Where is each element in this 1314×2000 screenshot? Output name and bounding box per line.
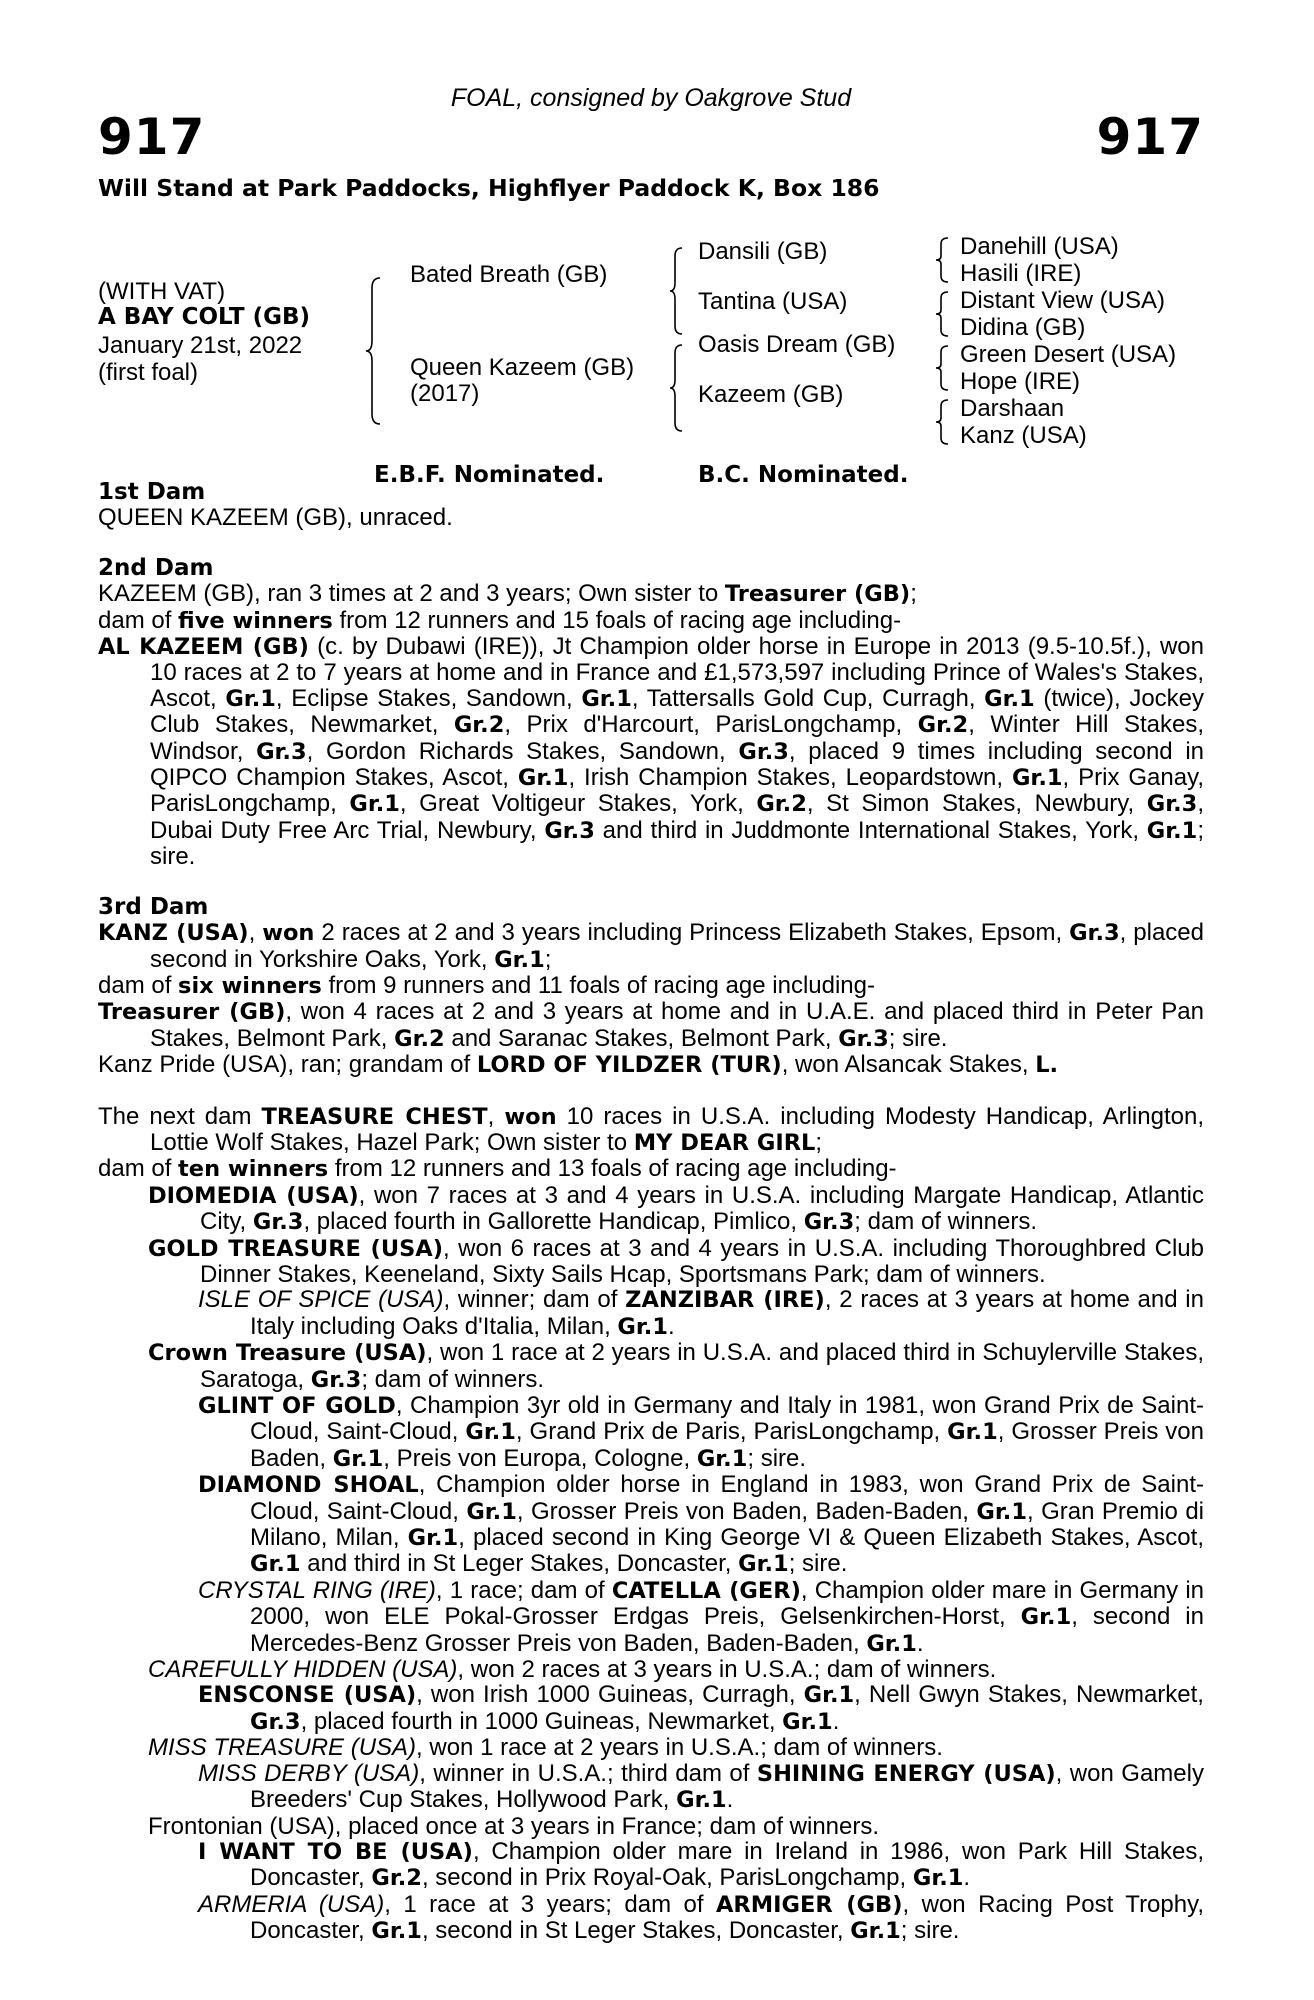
bold-text: five winners <box>178 607 333 634</box>
bold-text: Gr.1 <box>371 1918 422 1945</box>
entry-text: and Saranac Stakes, Belmont Park, <box>444 1024 839 1052</box>
bc-nomination: B.C. Nominated. <box>698 462 909 488</box>
entry-text: , <box>248 919 263 947</box>
entry-text: ; sire. <box>888 1024 948 1052</box>
entry-text: ; <box>815 1128 823 1156</box>
bold-text: Gr.1 <box>225 685 276 712</box>
entry-text: , Prix d'Harcourt, ParisLongchamp, <box>504 711 918 739</box>
bold-text: MY DEAR GIRL <box>633 1129 816 1156</box>
bold-text: Gr.1 <box>850 1918 901 1945</box>
gen3-brace-1 <box>934 236 954 284</box>
entry-text: , placed fourth in Gallorette Handicap, Pimlico, <box>303 1208 804 1236</box>
bold-text: ZANZIBAR (IRE) <box>625 1287 825 1314</box>
entry-text: dam of <box>98 971 179 999</box>
pedigree-entry <box>98 505 1204 530</box>
pedigree-entry <box>98 1052 1204 1078</box>
bold-text: Gr.1 <box>696 1445 748 1472</box>
entry-text: from 12 runners and 13 foals of racing age including- <box>328 1155 897 1183</box>
pedigree-table <box>98 198 1204 488</box>
entry-text: , 1 race; dam of <box>435 1576 612 1604</box>
bold-text: Gr.1 <box>738 1551 789 1578</box>
pedigree-entry <box>98 1892 1204 1945</box>
entry-text: , winner; dam of <box>443 1286 626 1314</box>
bold-text: Gr.2 <box>453 712 505 739</box>
bold-text: Gr.3 <box>1146 791 1198 818</box>
bold-text: Gr.1 <box>947 1419 998 1446</box>
pedigree-entry <box>98 973 1204 999</box>
bold-text: Gr.1 <box>250 1551 301 1578</box>
bold-text: KANZ (USA) <box>98 920 249 947</box>
italic-text: ISLE OF SPICE (USA) <box>198 1286 444 1314</box>
entry-text: from 9 runners and 11 foals of racing age including- <box>321 971 875 999</box>
sire-brace <box>668 246 688 336</box>
entry-text: , placed 9 times including second in QIPCO Champion Stakes, Ascot, <box>150 737 1205 792</box>
bold-text: ARMIGER (GB) <box>716 1891 903 1918</box>
bold-text: AL KAZEEM (GB) <box>98 634 309 661</box>
bold-text: GLINT OF GOLD <box>198 1393 396 1419</box>
pedigree-entry <box>98 1839 1204 1892</box>
bold-text: Gr.1 <box>407 1525 459 1552</box>
sire-name: Bated Breath (GB) <box>410 261 608 288</box>
bold-text: DIAMOND SHOAL <box>198 1472 419 1499</box>
bold-text: Gr.3 <box>310 1366 362 1393</box>
ancestor-kanz: Kanz (USA) <box>960 422 1087 449</box>
entry-text: , Dubai Duty Free Arc Trial, Newbury, <box>150 790 1204 844</box>
section-spacer <box>98 870 1204 895</box>
bold-text: DIOMEDIA (USA) <box>148 1182 359 1209</box>
entry-text: 2 races at 2 and 3 years including Princess Elizabeth Stakes, Epsom, <box>314 919 1070 947</box>
bold-text: won <box>262 920 315 947</box>
stable-location: Will Stand at Park Paddocks, Highflyer Paddock K, Box 186 <box>98 174 880 202</box>
gen3-brace-2 <box>934 290 954 338</box>
bold-text: Gr.1 <box>517 765 569 792</box>
entry-text: from 12 runners and 15 foals of racing age including- <box>332 606 902 634</box>
ancestor-green-desert: Green Desert (USA) <box>960 341 1177 368</box>
ancestor-distant-view: Distant View (USA) <box>960 287 1165 314</box>
gen3-brace-4 <box>934 398 954 446</box>
entry-text: , second in Prix Royal-Oak, ParisLongchamp, <box>421 1864 913 1892</box>
entry-text: , Gordon Richards Stakes, Sandown, <box>306 737 739 765</box>
pedigree-entry <box>98 1761 1204 1814</box>
entry-text: , won Irish 1000 Guineas, Curragh, <box>416 1681 804 1709</box>
pedigree-entry <box>98 1156 1204 1182</box>
gen3-brace-3 <box>934 344 954 392</box>
pedigree-entry <box>98 1393 1204 1472</box>
entry-text: , 1 race at 3 years; dam of <box>384 1890 717 1918</box>
entry-text: (c. by Dubawi (IRE)), Jt Champion older horse in Europe in 2013 (9.5-10.5f.), won 10 races at 2 to 7 years at home and in France and £1,573,597 including Prince of Wales's Stakes, Ascot, <box>150 633 1204 712</box>
bold-text: Gr.1 <box>912 1865 964 1892</box>
bold-text: Gr.1 <box>782 1708 833 1735</box>
bold-text: LORD OF YILDZER (TUR) <box>476 1052 782 1079</box>
entry-text: . <box>726 1786 734 1814</box>
entry-text: , Grosser Preis von Baden, <box>250 1418 1204 1472</box>
entry-text: ; sire. <box>747 1444 807 1472</box>
entry-text: , 2 races at 3 years at home and in Italy including Oaks d'Italia, Milan, <box>250 1286 1204 1340</box>
lot-number-right: 917 <box>1096 108 1204 166</box>
entry-text: . <box>832 1707 840 1735</box>
bold-text: Crown Treasure (USA) <box>148 1340 427 1367</box>
entry-text: ; sire. <box>788 1550 848 1578</box>
bold-text: Gr.1 <box>1011 765 1063 792</box>
entry-text: Frontonian (USA), placed once at 3 years in France; dam of winners. <box>148 1812 880 1840</box>
entry-text: , Irish Champion Stakes, Leopardstown, <box>568 764 1012 792</box>
bold-text: CATELLA (GER) <box>611 1577 801 1604</box>
pedigree-entry <box>98 999 1204 1052</box>
entry-text: , Gran Premio di Milano, Milan, <box>250 1497 1205 1552</box>
bold-text: Gr.3 <box>1069 920 1120 947</box>
entry-text: , Preis von Europa, Cologne, <box>383 1444 697 1472</box>
entry-text: , second in St Leger Stakes, Doncaster, <box>421 1917 851 1945</box>
pedigree-entry <box>98 1578 1204 1657</box>
entry-text: KAZEEM (GB), ran 3 times at 2 and 3 years; Own sister to <box>98 580 725 608</box>
bold-text: won <box>504 1103 557 1130</box>
entry-text: , Grand Prix de Paris, ParisLongchamp, <box>515 1418 948 1446</box>
pedigree-entry <box>98 1340 1204 1393</box>
italic-text: MISS TREASURE (USA) <box>148 1734 417 1762</box>
bold-text: Gr.1 <box>984 685 1035 712</box>
entry-text: , Champion older mare in Germany in 2000, won ELE Pokal-Grosser Erdgas Preis, Gelsenkirchen-Horst, <box>250 1576 1204 1631</box>
dam-heading: 3rd Dam <box>98 893 209 920</box>
entry-text: ; <box>544 945 552 973</box>
entry-text: 10 races in U.S.A. including Modesty Handicap, Arlington, Lottie Wolf Stakes, Hazel Park; Own sister to <box>150 1102 1204 1156</box>
bold-text: Gr.1 <box>581 685 632 712</box>
bold-text: L. <box>1035 1052 1059 1079</box>
bold-text: Gr.2 <box>756 791 807 818</box>
section-spacer <box>98 531 1204 556</box>
entry-text: , won 2 races at 3 years in U.S.A.; dam of winners. <box>457 1656 997 1684</box>
entry-text: dam of <box>98 1155 179 1183</box>
bold-text: Treasurer (GB) <box>98 999 286 1026</box>
entry-text: . <box>916 1629 924 1657</box>
entry-text: , Champion older horse in England in 1983, won Grand Prix de Saint-Cloud, Saint-Cloud, <box>250 1471 1204 1525</box>
bold-text: Gr.1 <box>866 1630 917 1657</box>
entry-text: , won Racing Post Trophy, Doncaster, <box>250 1890 1204 1945</box>
entry-text: ; sire. <box>150 816 1204 871</box>
entry-text: , second in Mercedes-Benz Grosser Preis von Baden, Baden-Baden, <box>250 1603 1204 1657</box>
dam-sire: Oasis Dream (GB) <box>698 331 896 358</box>
ancestor-didina: Didina (GB) <box>960 314 1086 341</box>
pedigree-entry <box>98 1183 1204 1236</box>
bold-text: SHINING ENERGY (USA) <box>756 1760 1056 1787</box>
vat-note: (WITH VAT) <box>98 278 226 305</box>
entry-text: , St Simon Stakes, Newbury, <box>806 790 1147 818</box>
entry-text: , won 7 races at 3 and 4 years in U.S.A. including Margate Handicap, Atlantic City, <box>200 1181 1204 1236</box>
italic-text: MISS DERBY (USA) <box>198 1759 420 1787</box>
entry-text: , <box>487 1102 505 1130</box>
bold-text: ten winners <box>178 1156 329 1183</box>
bold-text: Treasurer (GB) <box>724 581 911 608</box>
dam-heading: 2nd Dam <box>98 554 214 581</box>
pedigree-entry <box>98 1104 1204 1157</box>
entry-text: , Great Voltigeur Stakes, York, <box>399 790 757 818</box>
entry-text: , won Gamely Breeders' Cup Stakes, Hollywood Park, <box>250 1759 1204 1814</box>
entry-text: , Nell Gwyn Stakes, Newmarket, <box>854 1681 1204 1709</box>
bold-text: Gr.1 <box>617 1313 668 1340</box>
bold-text: ENSCONSE (USA) <box>198 1682 417 1709</box>
entry-text: (twice), Jockey Club Stakes, Newmarket, <box>150 684 1205 739</box>
entry-text: , Eclipse Stakes, Sandown, <box>275 684 582 712</box>
entry-text: ; dam of winners. <box>854 1208 1038 1236</box>
ancestor-darshaan: Darshaan <box>960 395 1065 422</box>
dam-name: Queen Kazeem (GB) <box>410 354 635 381</box>
bold-text: TREASURE CHEST <box>261 1103 488 1130</box>
bold-text: Gr.3 <box>738 738 789 765</box>
pedigree-entry <box>98 1287 1204 1340</box>
bold-text: Gr.1 <box>976 1498 1027 1525</box>
bold-text: GOLD TREASURE (USA) <box>148 1235 443 1262</box>
bold-text: Gr.3 <box>252 1209 304 1236</box>
sire-dam: Tantina (USA) <box>698 288 848 315</box>
entry-text: , Tattersalls Gold Cup, Curragh, <box>631 684 985 712</box>
bold-text: Gr.1 <box>676 1787 727 1814</box>
entry-text: , won 1 race at 2 years in U.S.A.; dam of winners. <box>416 1734 943 1762</box>
pedigree-entry <box>98 1236 1204 1288</box>
dam-foaled: (2017) <box>410 380 480 407</box>
entry-text: , Prix Ganay, ParisLongchamp, <box>150 764 1204 818</box>
bold-text: Gr.3 <box>256 738 307 765</box>
dam-dam: Kazeem (GB) <box>698 381 844 408</box>
entry-text: , Grosser Preis von Baden, Baden-Baden, <box>516 1497 977 1525</box>
bold-text: Gr.1 <box>494 946 545 973</box>
bold-text: six winners <box>178 972 322 999</box>
entry-text: , Winter Hill Stakes, Windsor, <box>150 711 1204 765</box>
entry-text: , won 4 races at 2 and 3 years at home and in U.A.E. and placed third in Peter Pan Stakes, Belmont Park, <box>150 998 1205 1052</box>
ancestor-hope: Hope (IRE) <box>960 368 1081 395</box>
foaling-date: January 21st, 2022 <box>98 332 303 359</box>
italic-text: CRYSTAL RING (IRE) <box>198 1576 436 1604</box>
pedigree-entry <box>98 1472 1204 1578</box>
entry-text: and third in Juddmonte International Stakes, York, <box>594 816 1147 844</box>
pedigree-entry <box>98 920 1204 973</box>
entry-text: ; dam of winners. <box>361 1365 545 1393</box>
bold-text: Gr.3 <box>250 1708 301 1735</box>
entry-text: ; <box>910 580 917 608</box>
pedigree-entry <box>98 608 1204 634</box>
entry-text: , won 1 race at 2 years in U.S.A. and placed third in Schuylerville Stakes, Saratoga, <box>200 1339 1204 1393</box>
lot-number-left: 917 <box>98 108 206 166</box>
entry-text: Kanz Pride (USA), ran; grandam of <box>98 1051 477 1079</box>
entry-text: The next dam <box>98 1102 262 1130</box>
bold-text: Gr.1 <box>466 1498 517 1525</box>
ebf-nomination: E.B.F. Nominated. <box>374 462 605 488</box>
entry-text: . <box>963 1864 971 1892</box>
produce-record <box>98 480 1204 1945</box>
bold-text: Gr.3 <box>544 817 595 844</box>
subject-brace <box>364 276 386 426</box>
bold-text: Gr.1 <box>332 1445 384 1472</box>
pedigree-entry <box>98 1814 1204 1839</box>
foal-note: (first foal) <box>98 359 199 386</box>
bold-text: Gr.1 <box>1146 817 1198 844</box>
ancestor-hasili: Hasili (IRE) <box>960 260 1082 287</box>
entry-text: , placed second in King George VI & Queen Elizabeth Stakes, Ascot, <box>458 1524 1204 1552</box>
dam-brace <box>668 343 688 433</box>
bold-text: Gr.2 <box>371 1865 422 1892</box>
entry-text: , Champion older mare in Ireland in 1986, won Park Hill Stakes, Doncaster, <box>250 1837 1204 1892</box>
entry-text: . <box>667 1312 675 1340</box>
entry-text: QUEEN KAZEEM (GB), unraced. <box>98 504 453 532</box>
bold-text: Gr.1 <box>465 1419 516 1446</box>
pedigree-entry <box>98 634 1204 870</box>
bold-text: Gr.3 <box>838 1025 889 1052</box>
consignor-line: FOAL, consigned by Oakgrove Stud <box>450 84 852 112</box>
pedigree-entry <box>98 1682 1204 1735</box>
entry-text: , placed fourth in 1000 Guineas, Newmarket, <box>300 1707 783 1735</box>
section-spacer <box>98 1079 1204 1104</box>
entry-text: ; sire. <box>900 1917 960 1945</box>
pedigree-entry <box>98 1657 1204 1682</box>
sire-sire: Dansili (GB) <box>698 238 828 265</box>
pedigree-entry <box>98 1735 1204 1760</box>
bold-text: I WANT TO BE (USA) <box>198 1838 473 1865</box>
italic-text: ARMERIA (USA) <box>198 1890 385 1918</box>
italic-text: CAREFULLY HIDDEN (USA) <box>148 1656 458 1684</box>
bold-text: Gr.1 <box>803 1682 855 1709</box>
entry-text: , won Alsancak Stakes, <box>781 1051 1036 1079</box>
entry-text: , won 6 races at 3 and 4 years in U.S.A. including Thoroughbred Club Dinner Stakes, Keeneland, Sixty Sails Hcap, Sportsmans Park; dam of winners. <box>200 1234 1204 1288</box>
entry-text: dam of <box>98 606 179 634</box>
bold-text: Gr.2 <box>917 712 969 739</box>
bold-text: Gr.1 <box>1020 1604 1072 1631</box>
ancestor-danehill: Danehill (USA) <box>960 233 1119 260</box>
entry-text: and third in St Leger Stakes, Doncaster, <box>300 1550 739 1578</box>
dam-heading: 1st Dam <box>98 479 206 505</box>
entry-text: , winner in U.S.A.; third dam of <box>419 1759 757 1787</box>
bold-text: Gr.3 <box>803 1209 855 1236</box>
pedigree-entry <box>98 581 1204 607</box>
lot-title: A BAY COLT (GB) <box>98 304 311 330</box>
bold-text: Gr.1 <box>349 791 400 818</box>
bold-text: Gr.2 <box>394 1025 445 1052</box>
entry-text: , placed second in Yorkshire Oaks, York, <box>150 919 1204 973</box>
entry-text: , Champion 3yr old in Germany and Italy in 1981, won Grand Prix de Saint-Cloud, Saint-Cloud, <box>250 1392 1204 1446</box>
